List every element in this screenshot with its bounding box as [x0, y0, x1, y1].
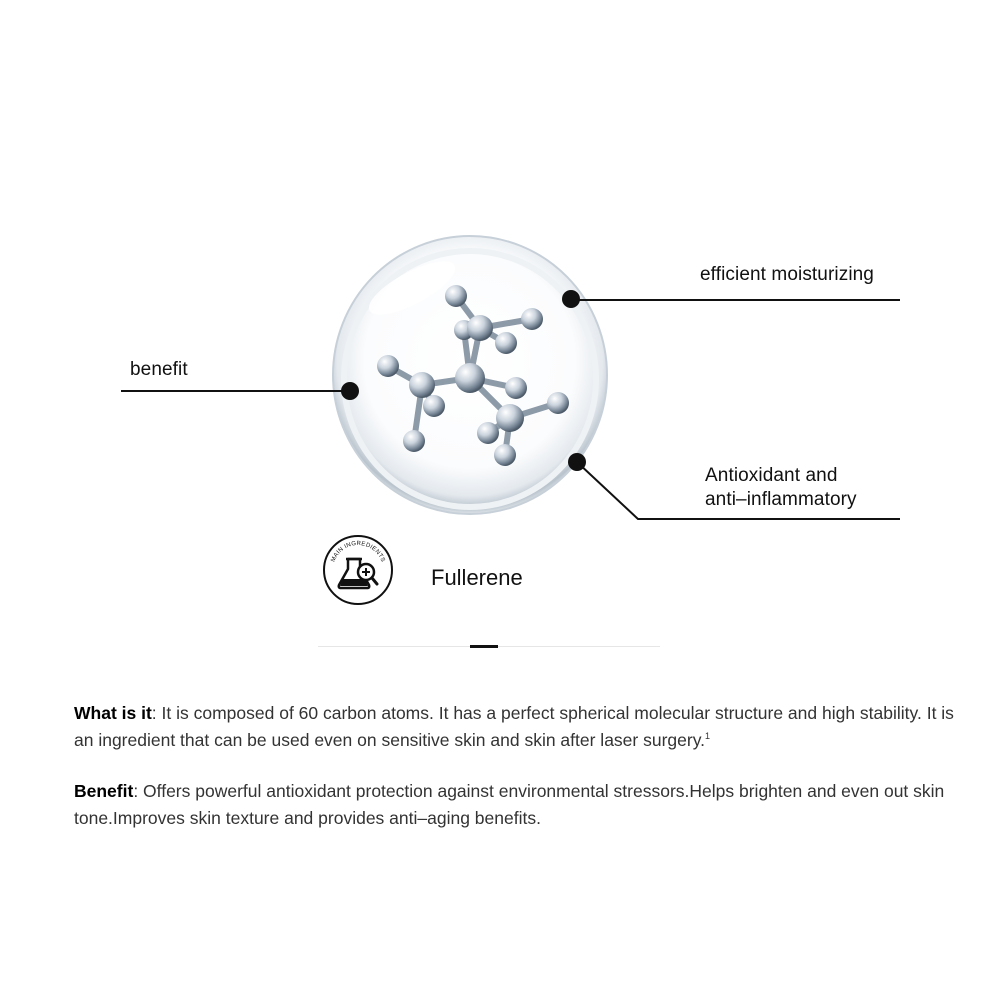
- separator-mark: [470, 645, 498, 648]
- callout-dot-left: [341, 382, 359, 400]
- callout-dot-right-bottom: [568, 453, 586, 471]
- callout-efficient-moisturizing: efficient moisturizing: [700, 264, 874, 285]
- callout-line-right-top: [576, 299, 900, 301]
- badge-arc-text: MAIN INGREDIENTS: [330, 540, 386, 564]
- molecule-icon: [330, 233, 610, 518]
- what-is-it-separator: :: [151, 703, 162, 723]
- callout-line-left: [121, 390, 353, 392]
- main-ingredients-badge: [321, 533, 395, 607]
- callout-antioxidant-line1: Antioxidant and: [705, 465, 838, 486]
- callout-dot-right-top: [562, 290, 580, 308]
- benefit-separator: :: [133, 781, 144, 801]
- callout-benefit: benefit: [130, 359, 188, 380]
- callout-line-right-bottom: [570, 455, 910, 525]
- ingredient-name: Fullerene: [431, 565, 523, 590]
- callout-antioxidant-line2: anti–inflammatory: [705, 489, 857, 510]
- what-is-it-text: It is composed of 60 carbon atoms. It has a perfect spherical molecular structure and high stability. It is an ingredient that can be used even on sensitive skin and skin after laser surgery.: [74, 703, 954, 750]
- what-is-it-footnote: 1: [705, 730, 711, 741]
- flask-magnifier-icon: [321, 533, 395, 607]
- benefit-paragraph: [74, 778, 964, 831]
- benefit-text: Offers powerful antioxidant protection against environmental stressors.Helps brighten and even out skin tone.Improves skin texture and provides anti–aging benefits.: [74, 781, 945, 828]
- benefit-label: Benefit: [74, 781, 134, 801]
- what-is-it-paragraph: [74, 700, 964, 753]
- what-is-it-label: What is it: [74, 703, 152, 723]
- molecule-droplet-image: [330, 233, 610, 518]
